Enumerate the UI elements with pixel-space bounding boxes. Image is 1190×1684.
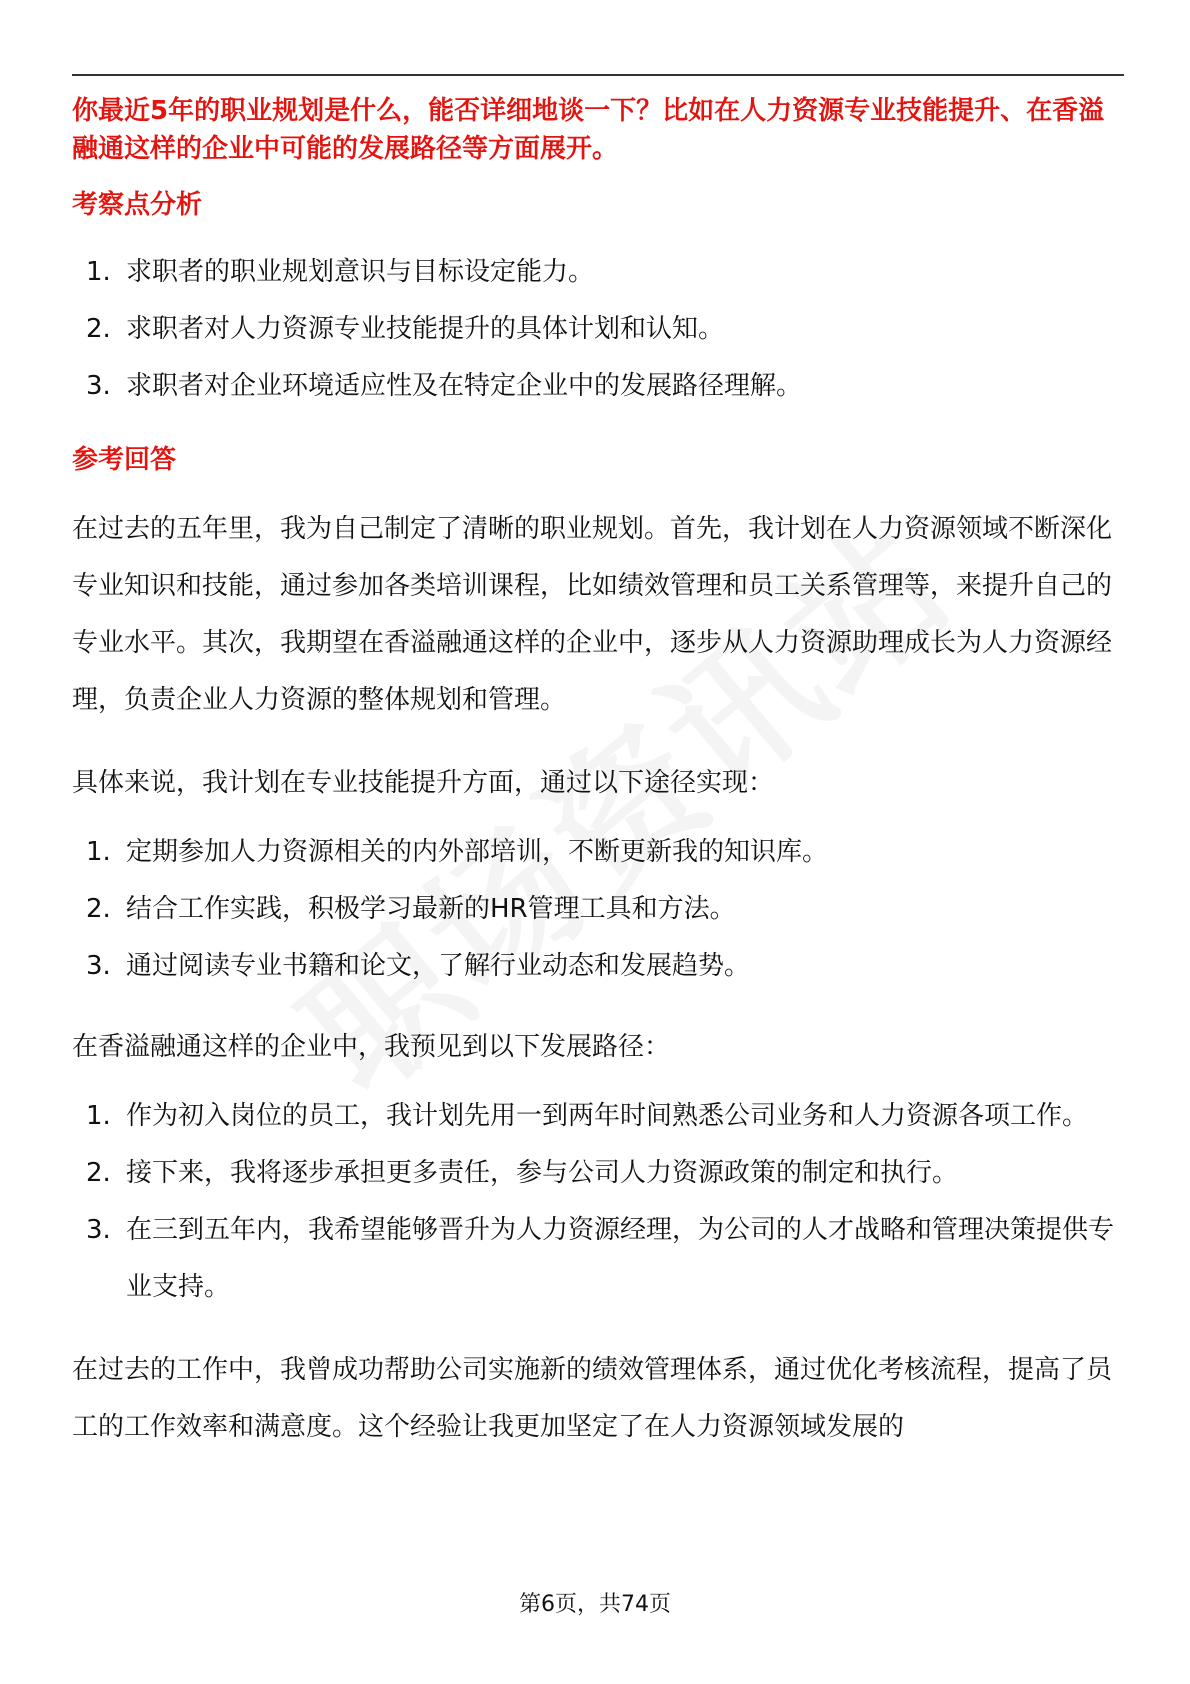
list-number: 2. xyxy=(86,894,111,924)
list-number: 3. xyxy=(86,951,111,981)
list-item-text: 结合工作实践，积极学习最新的HR管理工具和方法。 xyxy=(126,894,736,924)
list-item-text: 求职者对企业环境适应性及在特定企业中的发展路径理解。 xyxy=(126,371,803,401)
list-item xyxy=(72,938,1124,995)
list-item xyxy=(72,301,1124,358)
list-item-text: 通过阅读专业书籍和论文，了解行业动态和发展趋势。 xyxy=(126,951,751,981)
list-item-text: 求职者的职业规划意识与目标设定能力。 xyxy=(126,257,595,287)
list-item xyxy=(72,824,1124,881)
question-heading: 你最近5年的职业规划是什么，能否详细地谈一下？比如在人力资源专业技能提升、在香溢融通这样的企业中可能的发展路径等方面展开。 xyxy=(72,96,1105,164)
list-item xyxy=(72,244,1124,301)
list-item-text: 在三到五年内，我希望能够晋升为人力资源经理，为公司的人才战略和管理决策提供专业支持。 xyxy=(126,1215,1115,1302)
page-footer: 第6页，共74页 xyxy=(519,1592,671,1617)
answer-paragraph-4: 在过去的工作中，我曾成功帮助公司实施新的绩效管理体系，通过优化考核流程，提高了员工的工作效率和满意度。这个经验让我更加坚定了在人力资源领域发展的 xyxy=(72,1355,1113,1442)
list-number: 2. xyxy=(86,1158,111,1188)
answer-paragraph-3: 在香溢融通这样的企业中，我预见到以下发展路径： xyxy=(72,1032,671,1062)
list-item xyxy=(72,1202,1124,1316)
answer-paragraph-1: 在过去的五年里，我为自己制定了清晰的职业规划。首先，我计划在人力资源领域不断深化专业知识和技能，通过参加各类培训课程，比如绩效管理和员工关系管理等，来提升自己的专业水平。其次，我期望在香溢融通这样的企业中，逐步从人力资源助理成长为人力资源经理，负责企业人力资源的整体规划和管理。 xyxy=(72,514,1113,715)
list-number: 1. xyxy=(86,837,111,867)
header-rule xyxy=(72,74,1124,76)
analysis-title: 考察点分析 xyxy=(72,190,203,220)
list-item xyxy=(72,1145,1124,1202)
list-item-text: 接下来，我将逐步承担更多责任，参与公司人力资源政策的制定和执行。 xyxy=(126,1158,959,1188)
list-number: 2. xyxy=(86,314,111,344)
list-item-text: 作为初入岗位的员工，我计划先用一到两年时间熟悉公司业务和人力资源各项工作。 xyxy=(126,1101,1089,1131)
list-item xyxy=(72,881,1124,938)
answer-paragraph-2: 具体来说，我计划在专业技能提升方面，通过以下途径实现： xyxy=(72,768,775,798)
list-number: 3. xyxy=(86,1215,111,1245)
list-number: 3. xyxy=(86,371,111,401)
list-number: 1. xyxy=(86,257,111,287)
paths-list xyxy=(72,1088,1124,1316)
list-item-text: 求职者对人力资源专业技能提升的具体计划和认知。 xyxy=(126,314,725,344)
analysis-list xyxy=(72,244,1124,415)
list-item xyxy=(72,358,1124,415)
skills-list xyxy=(72,824,1124,995)
list-item-text: 定期参加人力资源相关的内外部培训，不断更新我的知识库。 xyxy=(126,837,829,867)
list-item xyxy=(72,1088,1124,1145)
page-content xyxy=(72,92,1124,1456)
list-number: 1. xyxy=(86,1101,111,1131)
answer-title: 参考回答 xyxy=(72,445,177,475)
